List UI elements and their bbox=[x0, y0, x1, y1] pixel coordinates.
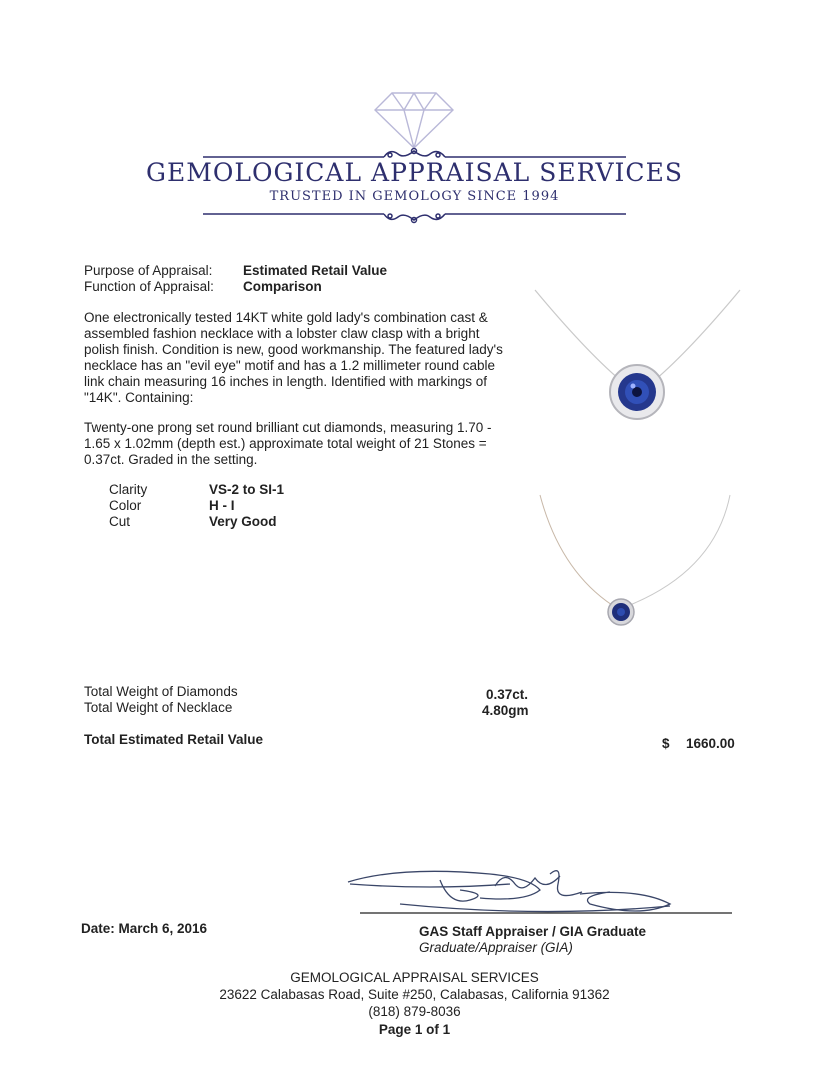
appraiser-title: GAS Staff Appraiser / GIA Graduate bbox=[419, 924, 647, 939]
total-necklace-label: Total Weight of Necklace bbox=[84, 700, 233, 715]
appraisal-date: Date: March 6, 2016 bbox=[81, 921, 208, 936]
function-value: Comparison bbox=[243, 279, 322, 294]
purpose-label: Purpose of Appraisal: bbox=[84, 263, 213, 278]
clarity-label: Clarity bbox=[109, 482, 148, 497]
necklace-full-photo bbox=[530, 490, 740, 640]
item-description: One electronically tested 14KT white gold lady's combination cast & assembled fashion necklace with a lobster claw clasp with a bright polish finish. Condition is new, good workmanship. The featured lady's necklace has an "evil eye" motif and has a 1.2 millimeter round cable link chain measuring 16 inches in length. Identified with markings of "14K". Containing: bbox=[84, 310, 503, 405]
cut-label: Cut bbox=[109, 514, 131, 529]
color-value: H - I bbox=[209, 498, 235, 513]
total-diamonds-value: 0.37ct. bbox=[486, 687, 529, 702]
total-diamonds-label: Total Weight of Diamonds bbox=[84, 684, 238, 699]
page-number: Page 1 of 1 bbox=[378, 1022, 451, 1037]
appraiser-subtitle: Graduate/Appraiser (GIA) bbox=[419, 940, 573, 955]
clarity-value: VS-2 to SI-1 bbox=[209, 482, 285, 497]
company-name: GEMOLOGICAL APPRAISAL SERVICES bbox=[146, 158, 683, 187]
currency-symbol: $ bbox=[662, 736, 670, 751]
diamond-description: Twenty-one prong set round brilliant cut diamonds, measuring 1.70 - 1.65 x 1.02mm (depth est.) approximate total weight of 21 Stones = 0.37ct. Graded in the setting. bbox=[84, 420, 492, 467]
total-retail-label: Total Estimated Retail Value bbox=[84, 732, 264, 747]
footer-company: GEMOLOGICAL APPRAISAL SERVICES bbox=[290, 970, 539, 985]
footer-address: 23622 Calabasas Road, Suite #250, Calabasas, California 91362 bbox=[219, 987, 610, 1002]
color-label: Color bbox=[109, 498, 142, 513]
footer-phone: (818) 879-8036 bbox=[368, 1004, 461, 1019]
signature-image bbox=[340, 860, 740, 925]
purpose-value: Estimated Retail Value bbox=[243, 263, 388, 278]
letterhead bbox=[0, 0, 829, 240]
cut-value: Very Good bbox=[209, 514, 277, 529]
total-retail-value: 1660.00 bbox=[686, 736, 735, 751]
total-necklace-value: 4.80gm bbox=[482, 703, 529, 718]
company-tagline: TRUSTED IN GEMOLOGY SINCE 1994 bbox=[269, 189, 560, 204]
function-label: Function of Appraisal: bbox=[84, 279, 214, 294]
necklace-closeup-photo bbox=[525, 280, 755, 440]
diamond-logo-icon bbox=[0, 0, 829, 240]
